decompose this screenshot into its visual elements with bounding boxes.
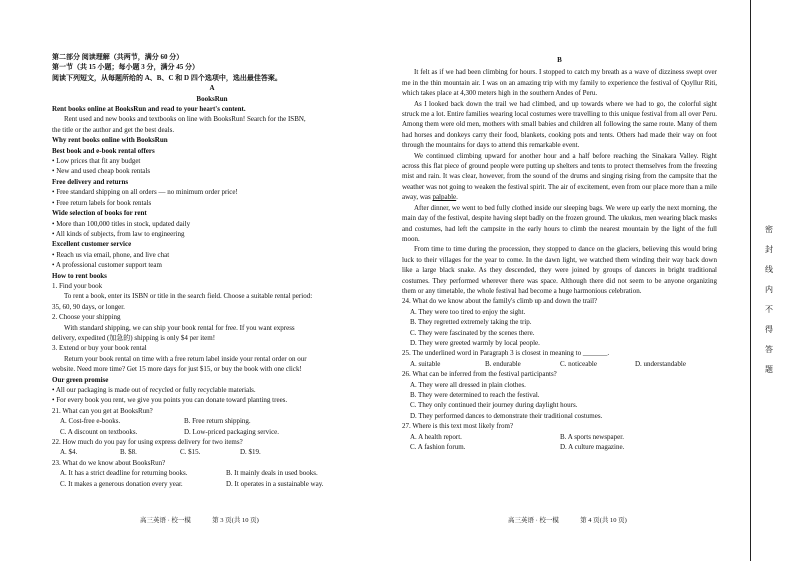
footer-exam-name: 高三英语 · 校一模 [140,517,191,524]
passage-line: • Reach us via email, phone, and live chat [52,250,170,259]
passage-line: 2. Choose your shipping [52,313,121,322]
passage-line: • New and used cheap book rentals [52,167,151,176]
left-column [52,52,372,489]
seal-char: 线 [765,265,773,274]
passage-line: website. Need more time? Get 15 more days for just $15, or buy the book with one click! [52,365,302,374]
option: A. $4. [60,448,78,457]
passage-line: • Free return labels for book rentals [52,198,152,207]
option: B. A sports newspaper. [560,432,624,441]
question-stem: 24. What do we know about the family's climb up and down the trail? [402,297,598,306]
option: B. They were determined to reach the festival. [410,391,540,399]
seal-line [750,0,751,561]
question-stem: 27. Where is this text most likely from? [402,422,514,431]
underlined-word: palpable [432,193,457,202]
option: B. It mainly deals in used books. [226,469,318,478]
footer-page-number: 第 4 页(共 10 页) [580,517,627,524]
passage-line: Our green promise [52,375,109,384]
passage-line: Rent used and new books and textbooks on line with BooksRun! Search for the ISBN, [64,115,306,124]
option: D. They were greeted warmly by local people. [410,338,540,347]
subsection-title: 第一节（共 15 小题；每小题 3 分，满分 45 分） [52,63,199,72]
question-stem: 23. What do we know about BooksRun? [52,458,166,467]
passage-line: • More than 100,000 titles in stock, updated daily [52,219,191,228]
question-stem: 22. How much do you pay for using express delivery for two items? [52,438,243,447]
question-options [52,479,372,489]
passage-line: Best book and e-book rental offers [52,146,155,155]
option: D. Low-priced packaging service. [184,427,280,436]
seal-char: 得 [765,325,773,334]
option: C. $15. [180,448,201,457]
page-footer-left [140,515,259,524]
question-options [402,432,717,442]
footer-exam-name: 高三英语 · 校一模 [508,517,559,524]
question-stem: 21. What can you get at BooksRun? [52,406,153,415]
passage-label-a: A [209,84,215,93]
passage-line: To rent a book, enter its ISBN or title in the search field. Choose a suitable rental period: [64,292,313,301]
option: D. It operates in a sustainable way. [226,479,324,488]
question-options [402,359,717,369]
option: B. They regretted extremely taking the trip. [410,318,532,327]
option: D. $19. [240,448,261,457]
passage-line: • Free standard shipping on all orders — no minimum order price! [52,188,238,197]
option: A. It has a strict deadline for returning books. [60,469,188,478]
question-options [52,427,372,437]
right-column [402,55,717,452]
paragraph: We continued climbing upward for another hour and a half before reaching the Sinakara Valley. Right across this flat piece of ground people were putting up shelters and tents to protect themselves from the freezing mist and rain. It was clear, however, from the sound of the drums and singing rising from the campsite that the weather was not going to weaken the festival spirit. The air of excitement, even from our place more than a mile away, was palpable. [402,151,717,202]
passage-line: • For every book you rent, we give you points you can donate toward planting trees. [52,396,288,405]
question-options [52,416,372,426]
seal-char: 密 [765,225,773,234]
paragraph: As I looked back down the trail we had climbed, and up towards where we had to go, the colorful sight struck me a lot. Entire families wearing local costumes were travelling to this unique festival from all over Peru. Among them were old men, mothers with small babies and children all following the same route. Many of them had horses and donkeys carry their food, blankets, cooking pots and tents. Others had made their way on foot through the mountains for days to attend this remarkable event. [402,99,717,150]
footer-page-number: 第 3 页(共 10 页) [212,517,259,524]
option: C. They were fascinated by the scenes there. [410,328,535,337]
option: B. $8. [120,448,137,457]
passage-title: BooksRun [196,94,228,103]
paragraph: It felt as if we had been climbing for hours. I stopped to catch my breath as a wave of dizziness swept over me in the thin mountain air. I was on an amazing trip with my family to experience the festival of Qoyllur Riti, which takes place at 4,300 meters high in the southern Andes of Peru. [402,68,717,98]
instruction: 阅读下列短文，从每题所给的 A、B、C 和 D 四个选项中，选出最佳答案。 [52,73,282,82]
passage-line: 3. Extend or buy your book rental [52,344,147,353]
question-options [52,447,372,457]
option: B. Free return shipping. [184,417,251,426]
passage-line: Rent books online at BooksRun and read to your heart's content. [52,105,246,114]
section-title: 第二部分 阅读理解（共两节，满分 60 分） [52,53,184,61]
question-stem: 25. The underlined word in Paragraph 3 is closest in meaning to _______. [402,349,610,358]
question-stem: 26. What can be inferred from the festival participants? [402,370,557,379]
passage-line: Return your book rental on time with a free return label inside your rental order on our [64,354,307,363]
passage-line: Wide selection of books for rent [52,209,147,218]
paragraph: After dinner, we went to bed fully clothed inside our sleeping bags. We were up early the next morning, the main day of the festival, despite having slept badly on the frozen ground. The ukukus, men wearing black masks and costumes, had left the campsite in the early hours to climb the nearest mountain by the light of the full moon. [402,203,717,243]
seal-char: 题 [765,365,773,374]
question-options [402,442,717,452]
option: A. suitable [410,359,441,368]
passage-line: • Low prices that fit any budget [52,157,141,166]
option: C. A fashion forum. [410,443,466,452]
seal-char: 封 [765,245,773,254]
passage-line: 35, 60, 90 days, or longer. [52,302,125,311]
passage-line: the title or the author and get the best deals. [52,125,175,134]
option: D. understandable [635,359,686,368]
seal-char: 答 [765,345,773,354]
passage-line: • A professional customer support team [52,261,162,270]
passage-label-b: B [557,56,562,64]
passage-line: How to rent books [52,271,107,280]
passage-line: • All kinds of subjects, from law to engineering [52,229,185,238]
paragraph: From time to time during the procession, they stopped to dance on the glaciers, believing this would bring luck to their villages for the year to come. In the dawn light, we watched them winding their way back down like a large black snake. As they descended, they were joined by groups of dancers in bright traditional costumes. They performed wherever there was space. Although there did not seem to be anyone organizing them or any timetable, the whole festival had become a huge harmonious celebration. [402,245,717,295]
passage-line: delivery, expedited (加急的) shipping is only $4 per item! [52,333,216,342]
seal-char: 不 [765,305,773,314]
option: C. A discount on textbooks. [60,427,138,436]
passage-line: With standard shipping, we can ship your book rental for free. If you want express [64,323,295,332]
option: D. They performed dances to demonstrate their traditional costumes. [410,411,603,420]
option: D. A culture magazine. [560,443,625,452]
passage-line: Excellent customer service [52,240,132,249]
option: A. Cost-free e-books. [60,417,121,426]
passage-line: Why rent books online with BooksRun [52,136,168,145]
option: A. They were too tired to enjoy the sight. [410,307,526,316]
option: C. It makes a generous donation every year. [60,479,183,488]
question-options [52,468,372,478]
passage-line: • All our packaging is made out of recycled or fully recyclable materials. [52,386,256,394]
option: A. They were all dressed in plain clothes. [410,380,526,389]
page-footer-right [508,515,627,524]
passage-line: 1. Find your book [52,281,103,290]
seal-line-notice [762,220,776,380]
option: B. endurable [485,359,521,368]
option: C. noticeable [560,359,597,368]
option: C. They only continued their journey during daylight hours. [410,401,578,410]
passage-line: Free delivery and returns [52,177,129,186]
option: A. A health report. [410,432,462,441]
passage-a-body [52,104,372,406]
seal-char: 内 [765,285,773,294]
